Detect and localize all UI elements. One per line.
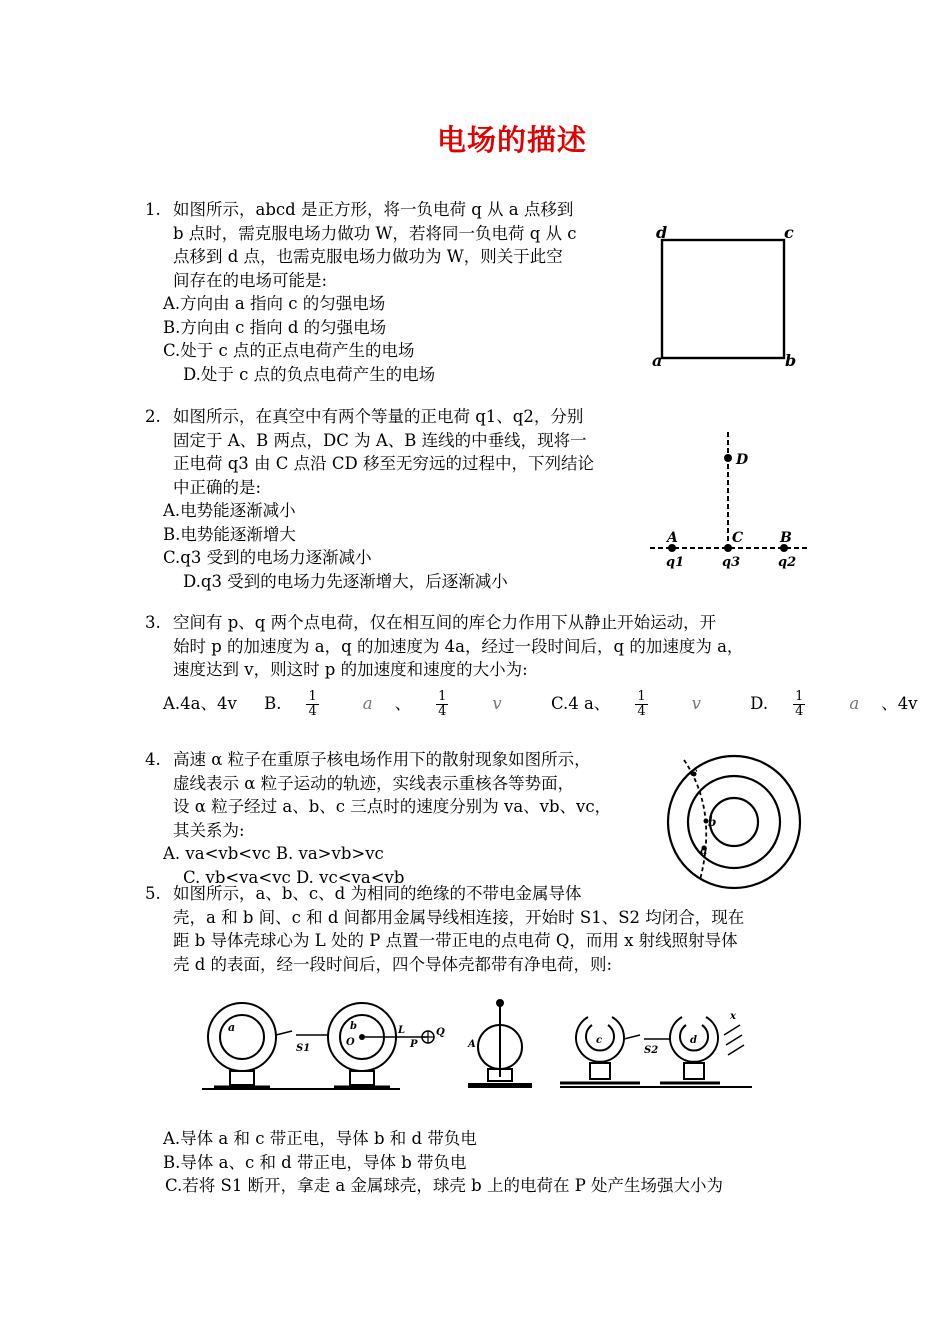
question-4 [145,748,611,889]
label-c: c [596,1035,603,1046]
question-number: 1. [145,200,161,219]
question-5-options [145,1127,723,1198]
label-b: b [785,351,797,370]
answer-option-c: C.q3 受到的电场力逐渐减小 [163,548,372,567]
answer-option-ab: A. va<vb<vc B. va>vb>vc [163,844,384,863]
shell-c [560,1017,640,1083]
label-B: B [780,530,792,546]
question-text-line: 如图所示，abcd 是正方形，将一负电荷 q 从 a 点移到 [173,200,574,219]
answer-option-d: D.q3 受到的电场力先逐渐增大，后逐渐减小 [183,571,508,591]
fraction-one-quarter: $\frac{1}{4}$ [795,688,804,719]
label-l: L [398,1025,406,1036]
question-text-line: 壳，a 和 b 间、c 和 d 间都用金属导线相连接，开始时 S1、S2 均闭合，现在 [173,907,745,927]
label-d: d [656,223,668,242]
question-text-line: 中正确的是: [173,477,262,497]
answer-option-d: D.处于 c 点的负点电荷产生的电场 [183,364,436,384]
label-p: P [410,1039,418,1050]
label-a: a [228,1021,236,1034]
answer-option-a: A.导体 a 和 c 带正电，导体 b 和 d 带负电 [163,1129,477,1148]
question-text-line: b 点时，需克服电场力做功 W，若将同一负电荷 q 从 c [173,223,577,243]
label-A: A [468,1039,476,1050]
label-c: c [690,765,698,779]
question-text-line: 其关系为: [173,820,245,840]
label-C: C [732,530,744,546]
question-2 [145,405,594,593]
label-q1: q1 [666,555,685,570]
label-q2: q2 [778,555,797,570]
page-title: 电场的描述 [436,123,587,157]
fraction-one-quarter: $\frac{1}{4}$ [438,688,447,719]
square-outline [662,240,784,358]
question-text-line: 如图所示，a、b、c、d 为相同的绝缘的不带电金属导体 [173,884,582,903]
answer-option-c: C.处于 c 点的正点电荷产生的电场 [163,341,415,360]
question-text-line: 高速 α 粒子在重原子核电场作用下的散射现象如图所示， [173,750,591,769]
answer-option-b: B.方向由 c 指向 d 的匀强电场 [163,317,387,337]
switch-s2 [624,1035,640,1039]
label-c: c [784,223,794,242]
square-abcd-figure [650,222,810,372]
charges-perpendicular-bisector-figure [648,430,818,580]
label-d: d [690,1035,697,1046]
electroscope-a [468,999,532,1088]
label-q3: q3 [722,555,741,570]
answer-option-cd: C. vb<va<vc D. vc<va<vb [183,867,405,887]
question-text-line: 虚线表示 α 粒子运动的轨迹，实线表示重核各等势面， [173,773,575,793]
question-text-line: 设 α 粒子经过 a、b、c 三点时的速度分别为 va、vb、vc， [173,797,612,816]
label-s1: S1 [296,1043,311,1054]
label-a: a [652,351,663,370]
shell-b [328,1003,396,1087]
question-text-line: 固定于 A、B 两点，DC 为 A、B 连线的中垂线，现将一 [173,430,587,450]
switch-s1 [276,1031,292,1035]
label-D: D [736,452,749,468]
question-text-line: 始时 p 的加速度为 a，q 的加速度为 4a，经过一段时间后，q 的加速度为 a， [173,636,744,656]
fraction-one-quarter: $\frac{1}{4}$ [308,688,317,719]
question-1 [145,198,577,386]
label-a: a [700,843,708,857]
question-text-line: 正电荷 q3 由 C 点沿 CD 移至无穷远的过程中，下列结论 [173,454,595,473]
question-number: 2. [145,407,161,426]
point-c [724,544,732,552]
label-b: b [708,815,717,829]
question-text-line: 间存在的电场可能是: [173,270,328,290]
center-o [359,1034,365,1040]
question-text-line: 速度达到 v，则这时 p 的加速度和速度的大小为: [173,660,528,679]
answer-options-row [145,690,950,719]
question-text-line: 壳 d 的表面，经一段时间后，四个导体壳都带有净电荷，则: [173,954,613,974]
question-text-line: 点移到 d 点，也需克服电场力做功为 W，则关于此空 [173,247,563,266]
answer-option-a: A.方向由 a 指向 c 的匀强电场 [163,294,386,313]
equipotential-inner [710,798,758,846]
conductor-shells-figure [200,995,760,1105]
answer-option-a: A.电势能逐渐减小 [163,501,296,520]
answer-option-c: C.若将 S1 断开，拿走 a 金属球壳，球壳 b 上的电荷在 P 处产生场强大小为 [165,1176,724,1195]
shell-d [660,1017,720,1083]
answer-option-b: B.导体 a、c 和 d 带正电，导体 b 带负电 [163,1152,467,1172]
x-ray-arrows [724,1025,744,1055]
question-number: 5. [145,884,161,903]
question-number: 3. [145,613,161,632]
answer-option-a: A.4a、4v [163,693,237,713]
fraction-one-quarter: $\frac{1}{4}$ [637,688,646,719]
label-s2: S2 [644,1045,659,1056]
label-x: x [730,1011,736,1022]
question-text-line: 距 b 导体壳球心为 L 处的 P 点置一带正电的点电荷 Q，而用 x 射线照射导体 [173,931,738,950]
shell-a [208,1003,276,1087]
alpha-scattering-figure [660,750,820,890]
question-text-line: 如图所示，在真空中有两个等量的正电荷 q1、q2，分别 [173,407,584,426]
label-o: O [346,1037,355,1048]
question-5 [145,882,744,976]
label-b: b [350,1021,357,1032]
question-3 [145,611,950,719]
label-A: A [667,530,678,546]
answer-option-d: D. $\frac{1}{4}$ a 、4v [750,688,918,719]
answer-option-b: B. $\frac{1}{4}$ a 、 $\frac{1}{4}$ v [264,688,502,719]
point-d [724,454,732,462]
answer-option-b: B.电势能逐渐增大 [163,524,296,544]
question-number: 4. [145,750,161,769]
label-q: Q [436,1027,445,1038]
answer-option-c: C.4 a、 $\frac{1}{4}$ v [550,688,701,719]
question-text-line: 空间有 p、q 两个点电荷，仅在相互间的库仑力作用下从静止开始运动，开 [173,613,717,632]
